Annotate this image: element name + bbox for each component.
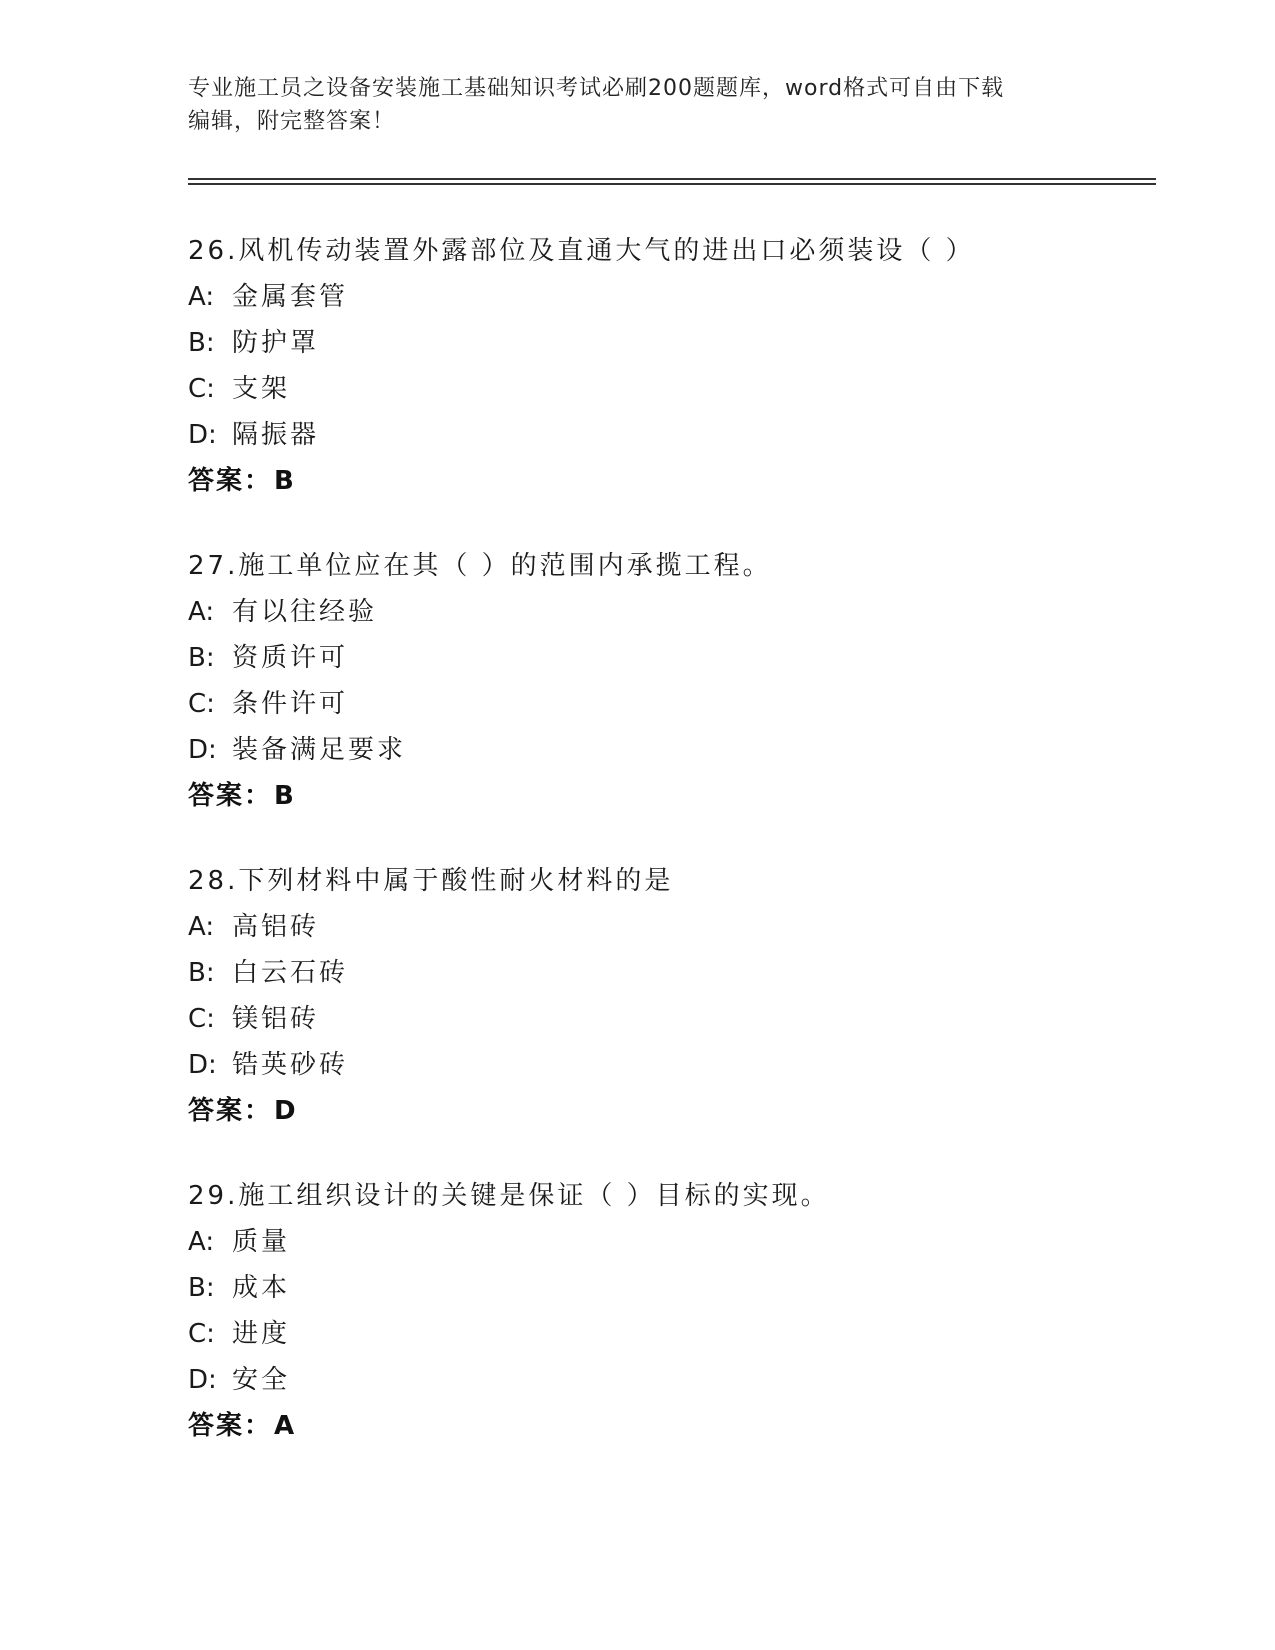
question-stem: 29.施工组织设计的关键是保证（ ）目标的实现。	[188, 1181, 830, 1211]
header-divider-bottom	[188, 183, 1156, 185]
question-stem: 28.下列材料中属于酸性耐火材料的是	[188, 866, 674, 896]
option-letter: A:	[188, 1227, 215, 1257]
question-27	[188, 543, 1168, 819]
option-text: 镁铝砖	[232, 1004, 320, 1034]
option-c	[188, 681, 1168, 727]
answer-label: 答案：	[188, 781, 273, 811]
option-text: 装备满足要求	[232, 735, 407, 765]
header-line-2: 编辑，附完整答案！	[188, 109, 396, 134]
answer-value: B	[274, 781, 294, 811]
option-letter: D:	[188, 420, 217, 450]
option-b	[188, 1265, 1168, 1311]
answer-label: 答案：	[188, 1411, 273, 1441]
option-letter: A:	[188, 597, 215, 627]
answer-line	[188, 1403, 1168, 1449]
question-28	[188, 858, 1168, 1134]
option-letter: A:	[188, 282, 215, 312]
option-letter: B:	[188, 1273, 215, 1303]
option-text: 防护罩	[232, 328, 320, 358]
question-26	[188, 228, 1168, 504]
question-stem: 26.风机传动装置外露部位及直通大气的进出口必须装设（ ）	[188, 236, 975, 266]
option-text: 条件许可	[232, 689, 349, 719]
option-letter: D:	[188, 1050, 217, 1080]
option-c	[188, 366, 1168, 412]
option-d	[188, 727, 1168, 773]
answer-line	[188, 458, 1168, 504]
option-text: 安全	[232, 1365, 291, 1395]
option-text: 质量	[232, 1227, 291, 1257]
answer-value: B	[274, 466, 294, 496]
option-b	[188, 950, 1168, 996]
option-text: 进度	[232, 1319, 291, 1349]
answer-line	[188, 773, 1168, 819]
option-a	[188, 274, 1168, 320]
option-letter: A:	[188, 912, 215, 942]
answer-line	[188, 1088, 1168, 1134]
option-b	[188, 635, 1168, 681]
option-letter: B:	[188, 328, 215, 358]
answer-value: A	[274, 1411, 295, 1441]
question-stem: 27.施工单位应在其（ ）的范围内承揽工程。	[188, 551, 772, 581]
option-c	[188, 996, 1168, 1042]
header-divider-top	[188, 178, 1156, 180]
option-text: 锆英砂砖	[232, 1050, 349, 1080]
option-letter: C:	[188, 689, 215, 719]
document-header	[188, 72, 1088, 138]
option-text: 资质许可	[232, 643, 349, 673]
option-text: 隔振器	[232, 420, 320, 450]
answer-label: 答案：	[188, 1096, 273, 1126]
option-d	[188, 412, 1168, 458]
option-text: 有以往经验	[232, 597, 378, 627]
option-letter: D:	[188, 735, 217, 765]
option-b	[188, 320, 1168, 366]
answer-label: 答案：	[188, 466, 273, 496]
option-text: 高铝砖	[232, 912, 320, 942]
question-29	[188, 1173, 1168, 1449]
option-letter: C:	[188, 1319, 215, 1349]
option-letter: D:	[188, 1365, 217, 1395]
answer-value: D	[274, 1096, 296, 1126]
option-a	[188, 589, 1168, 635]
option-letter: B:	[188, 643, 215, 673]
option-text: 支架	[232, 374, 291, 404]
header-line-1: 专业施工员之设备安装施工基础知识考试必刷200题题库，word格式可自由下载	[188, 76, 1005, 101]
option-text: 白云石砖	[232, 958, 349, 988]
option-a	[188, 904, 1168, 950]
option-a	[188, 1219, 1168, 1265]
option-d	[188, 1357, 1168, 1403]
option-text: 金属套管	[232, 282, 349, 312]
option-d	[188, 1042, 1168, 1088]
option-letter: C:	[188, 374, 215, 404]
option-letter: C:	[188, 1004, 215, 1034]
option-text: 成本	[232, 1273, 291, 1303]
option-letter: B:	[188, 958, 215, 988]
option-c	[188, 1311, 1168, 1357]
